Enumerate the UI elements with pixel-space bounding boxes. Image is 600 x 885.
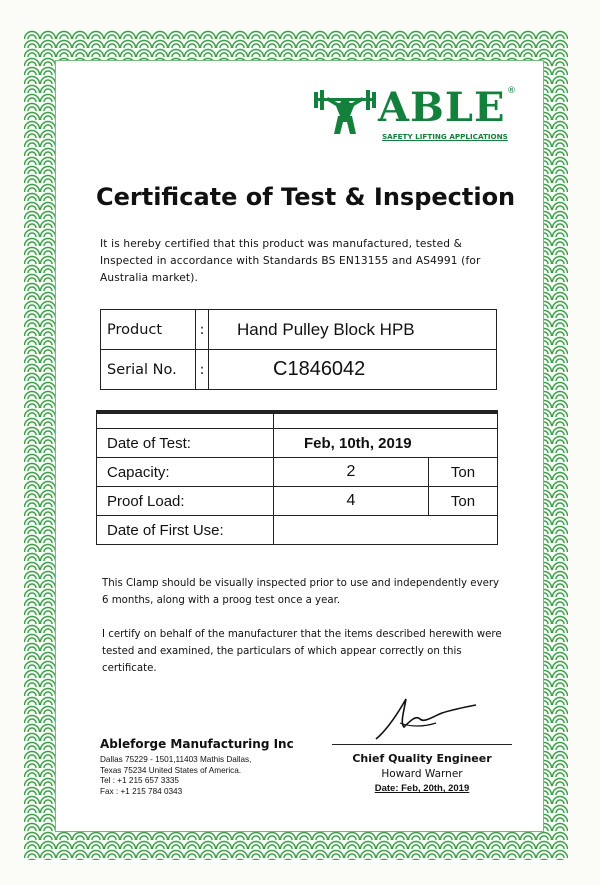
engineer-signoff [332, 751, 512, 796]
proof-load-label: Proof Load: [97, 487, 274, 516]
company-name: Ableforge Manufacturing Inc [100, 737, 294, 751]
intro-statement: It is hereby certified that this product was manufactured, tested & Inspected in accordance with Standards BS EN13155 and AS4991 (for Australia market). [100, 238, 481, 284]
serial-value: C1846042 [209, 350, 497, 390]
capacity-value: 2 [274, 458, 429, 487]
colon: : [196, 310, 209, 350]
engineer-name: Howard Warner [381, 768, 463, 780]
date-of-test-label: Date of Test: [97, 429, 274, 458]
engineer-title: Chief Quality Engineer [352, 752, 492, 765]
address-line-2: Texas 75234 United States of America. [100, 765, 242, 775]
signature-line [332, 744, 512, 745]
first-use-value [274, 516, 498, 545]
test-details-table [96, 410, 498, 545]
capacity-row [97, 458, 498, 487]
company-fax: Fax : +1 215 784 0343 [100, 786, 183, 796]
date-of-test-row [97, 429, 498, 458]
certificate-title: Certificate of Test & Inspection [96, 183, 516, 211]
address-line-1: Dallas 75229 - 1501,11403 Mathis Dallas, [100, 755, 252, 764]
product-table [100, 309, 497, 390]
company-address [100, 755, 251, 797]
inspection-notice: This Clamp should be visually inspected prior to use and independently every 6 months, along with a proog test once a year. [102, 578, 500, 606]
serial-row [101, 350, 497, 390]
able-logo [312, 86, 522, 148]
weightlifter-icon [312, 86, 378, 136]
date-of-test-value: Feb, 10th, 2019 [274, 429, 498, 458]
spacer-cell [97, 412, 274, 429]
product-row [101, 310, 497, 350]
logo-brand: ABLE [378, 84, 506, 131]
colon: : [196, 350, 209, 390]
first-use-row [97, 516, 498, 545]
product-label: Product [101, 310, 196, 350]
product-value: Hand Pulley Block HPB [209, 310, 497, 350]
capacity-label: Capacity: [97, 458, 274, 487]
signature-mark [370, 693, 480, 743]
capacity-unit: Ton [429, 458, 498, 487]
company-tel: Tel : +1 215 657 3335 [100, 776, 179, 785]
proof-load-row [97, 487, 498, 516]
certification-statement: I certify on behalf of the manufacturer that the items described herewith were tested and examined, the particulars of which appear correctly on this certificate. [102, 629, 502, 674]
proof-load-value: 4 [274, 487, 429, 516]
first-use-label: Date of First Use: [97, 516, 274, 545]
serial-label: Serial No. [101, 350, 196, 390]
spacer-cell [274, 412, 498, 429]
header-spacer-row [97, 412, 498, 429]
logo-tagline: SAFETY LIFTING APPLICATIONS [382, 132, 508, 141]
registered-mark: ® [507, 86, 516, 96]
signoff-date: Date: Feb, 20th, 2019 [374, 783, 470, 794]
proof-load-unit: Ton [429, 487, 498, 516]
